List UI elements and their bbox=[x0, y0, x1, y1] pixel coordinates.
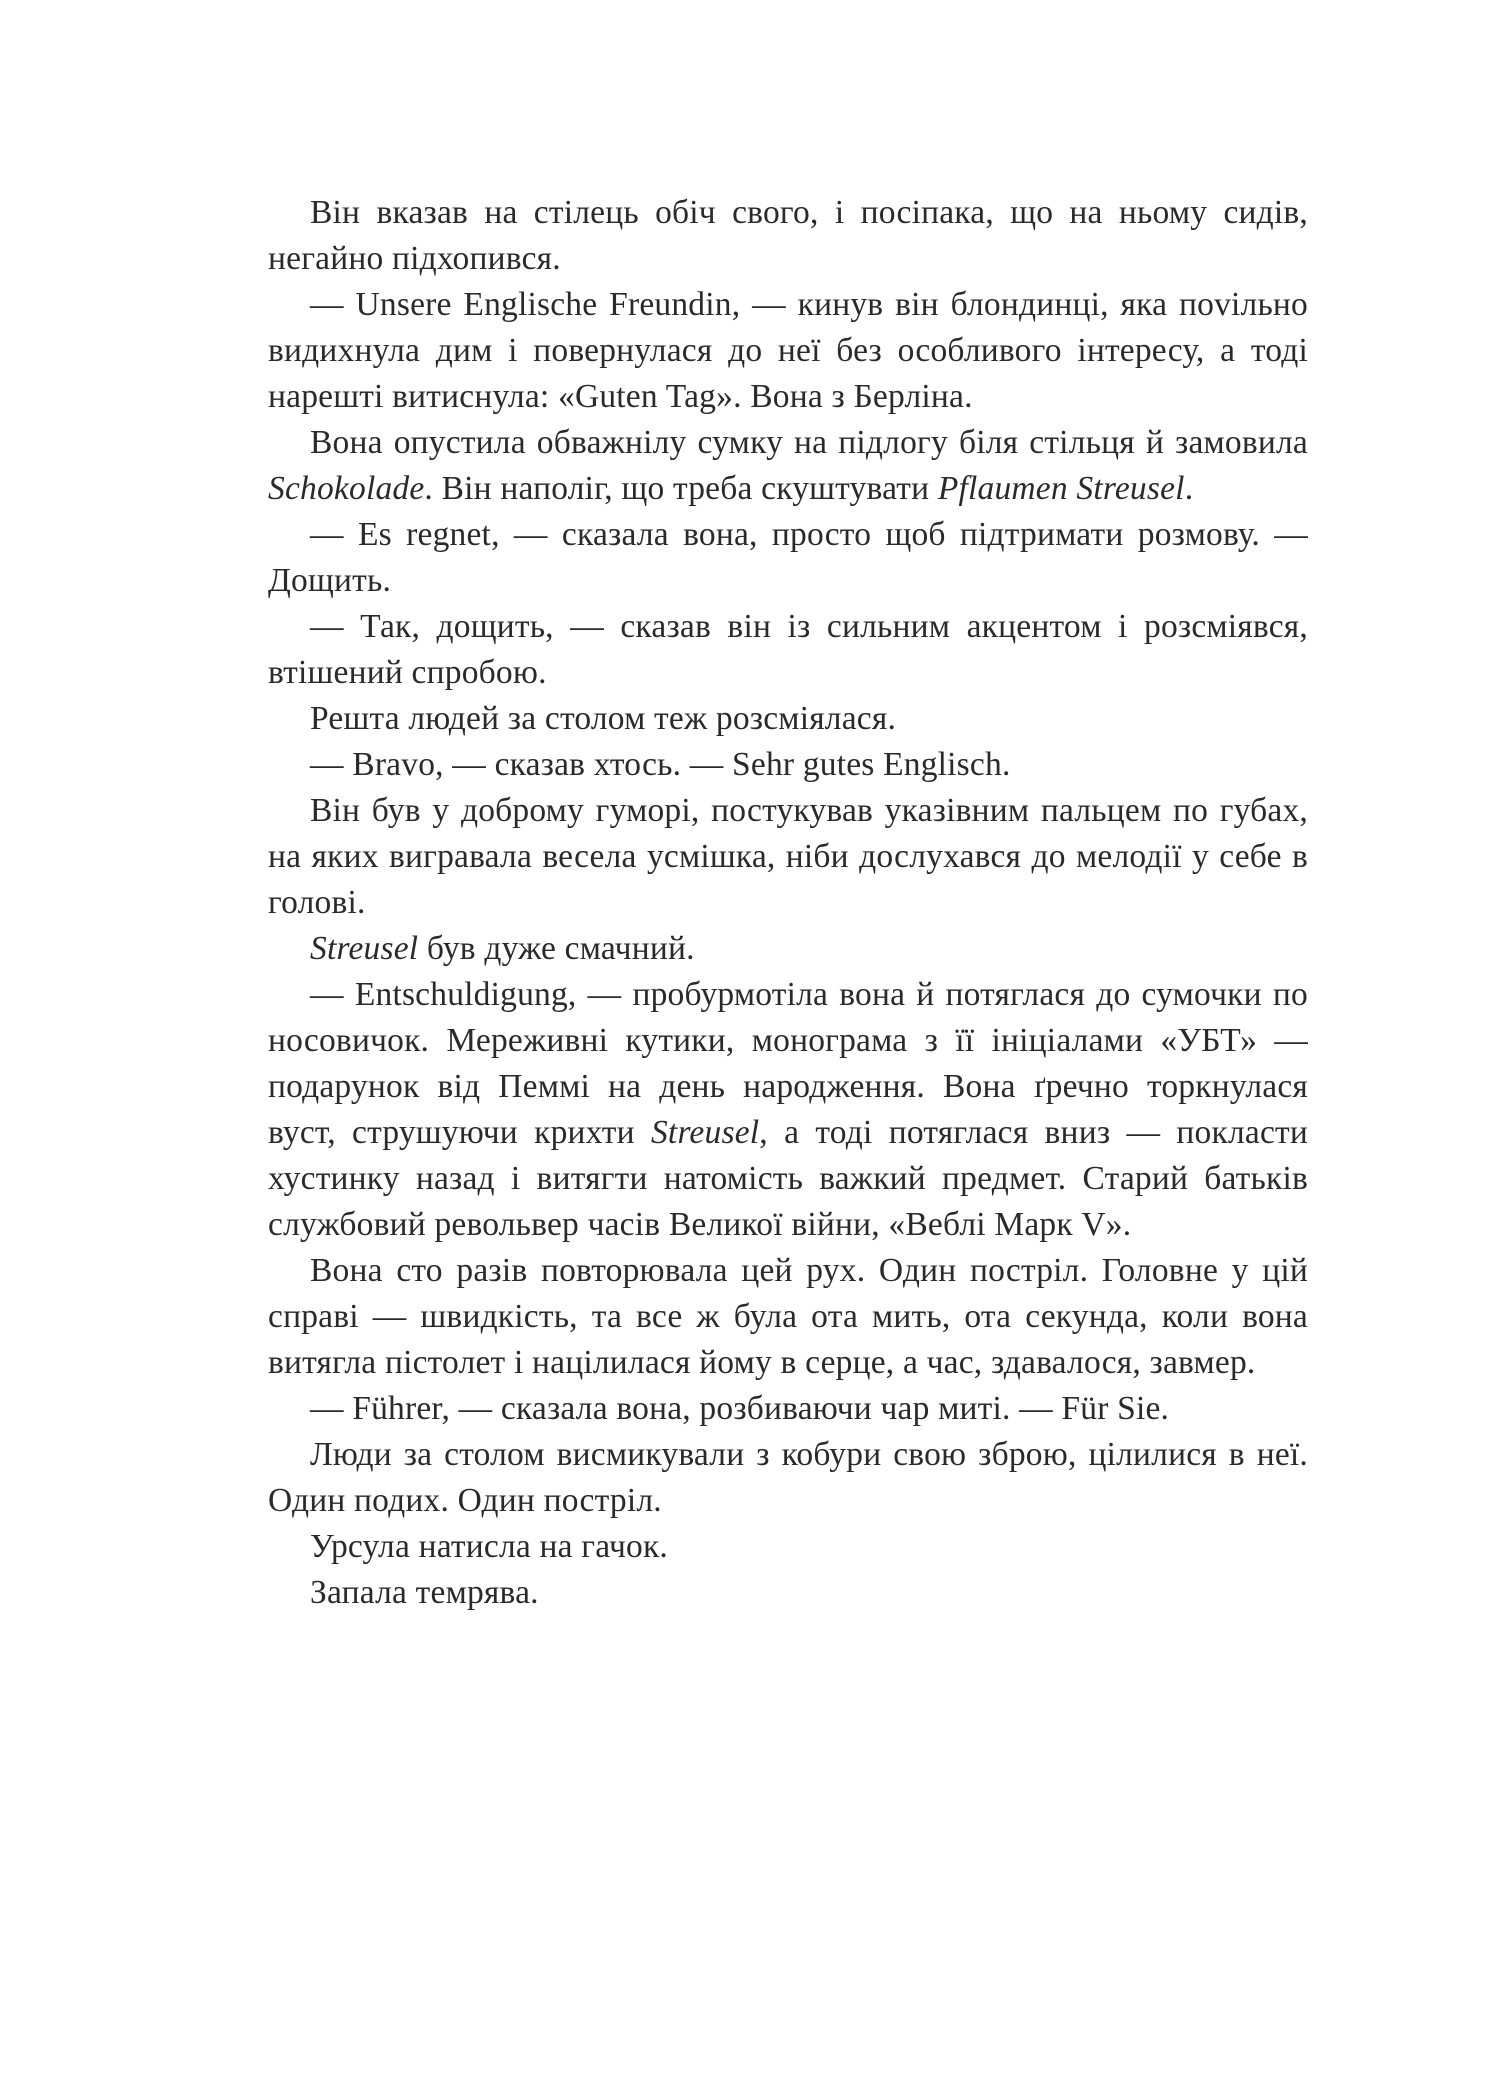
page-text bbox=[268, 190, 1308, 1616]
paragraph bbox=[268, 512, 1308, 604]
paragraph bbox=[268, 742, 1308, 788]
text-run: Урсула натисла на гачок. bbox=[310, 1528, 669, 1565]
text-run: Запала темрява. bbox=[310, 1574, 539, 1611]
text-run: Решта людей за столом теж розсміялася. bbox=[310, 700, 897, 737]
text-run: Люди за столом висмикували з кобури свою зброю, цілилися в неї. Один подих. Один постріл. bbox=[268, 1436, 1308, 1519]
paragraph bbox=[268, 1570, 1308, 1616]
text-run: — Так, дощить, — сказав він із сильним акцентом і розсміявся, втішений спробою. bbox=[268, 608, 1308, 691]
text-run: — Entschuldigung, — пробурмотіла вона й потяглася до сумочки по носовичок. Мереживні кутики, монограма з її ініціалами «УБТ» — подарунок від Пеммі на день народження. Вона ґречно торкнулася вуст, струшуючи крихти bbox=[268, 976, 1308, 1151]
paragraph bbox=[268, 190, 1308, 282]
paragraph bbox=[268, 1248, 1308, 1386]
paragraph bbox=[268, 926, 1308, 972]
paragraph bbox=[268, 1524, 1308, 1570]
paragraph bbox=[268, 696, 1308, 742]
italic-text: Pflaumen Streusel bbox=[937, 470, 1185, 507]
text-run: Вона сто разів повторювала цей рух. Один постріл. Головне у цій справі — швидкість, та все ж була ота мить, ота секунда, коли вона витягла пістолет і націлилася йому в серце, а час, здавалося, завмер. bbox=[268, 1252, 1308, 1381]
paragraph bbox=[268, 604, 1308, 696]
text-run: Вона опустила обважнілу сумку на підлогу біля стільця й замовила bbox=[310, 424, 1308, 461]
italic-text: Streusel bbox=[650, 1114, 760, 1151]
text-run: — Bravo, — сказав хтось. — Sehr gutes Englisch. bbox=[310, 746, 1011, 783]
paragraph bbox=[268, 282, 1308, 420]
text-run: . bbox=[1184, 470, 1194, 507]
italic-text: Streusel bbox=[310, 930, 419, 967]
text-run: був дуже смачний. bbox=[418, 930, 695, 967]
text-run: — Führer, — сказала вона, розбиваючи чар миті. — Für Sie. bbox=[310, 1390, 1170, 1427]
italic-text: Schokolade bbox=[268, 470, 425, 507]
text-run: — Unsere Englische Freundin, — кинув він блондинці, яка поvільно видихнула дим і повернулася до неї без особливого інтересу, а тоді нарешті витиснула: «Guten Tag». Вона з Берліна. bbox=[268, 286, 1308, 415]
text-run: , а тоді потяглася вниз — покласти хустинку назад і витягти натомість важкий предмет. Старий батьків службовий револьвер часів Великої війни, «Веблі Марк V». bbox=[268, 1114, 1308, 1243]
paragraph bbox=[268, 420, 1308, 512]
paragraph bbox=[268, 1432, 1308, 1524]
text-run: Він був у доброму гуморі, постукував указівним пальцем по губах, на яких вигравала весела усмішка, ніби дослухався до мелодії у себе в голові. bbox=[268, 792, 1308, 921]
text-run: Він вказав на стілець обіч свого, і посіпака, що на ньому сидів, негайно підхопився. bbox=[268, 194, 1308, 277]
text-run: . Він наполіг, що треба скуштувати bbox=[424, 470, 938, 507]
paragraph bbox=[268, 972, 1308, 1248]
paragraph bbox=[268, 1386, 1308, 1432]
text-run: — Es regnet, — сказала вона, просто щоб підтримати розмову. — Дощить. bbox=[268, 516, 1308, 599]
paragraph bbox=[268, 788, 1308, 926]
